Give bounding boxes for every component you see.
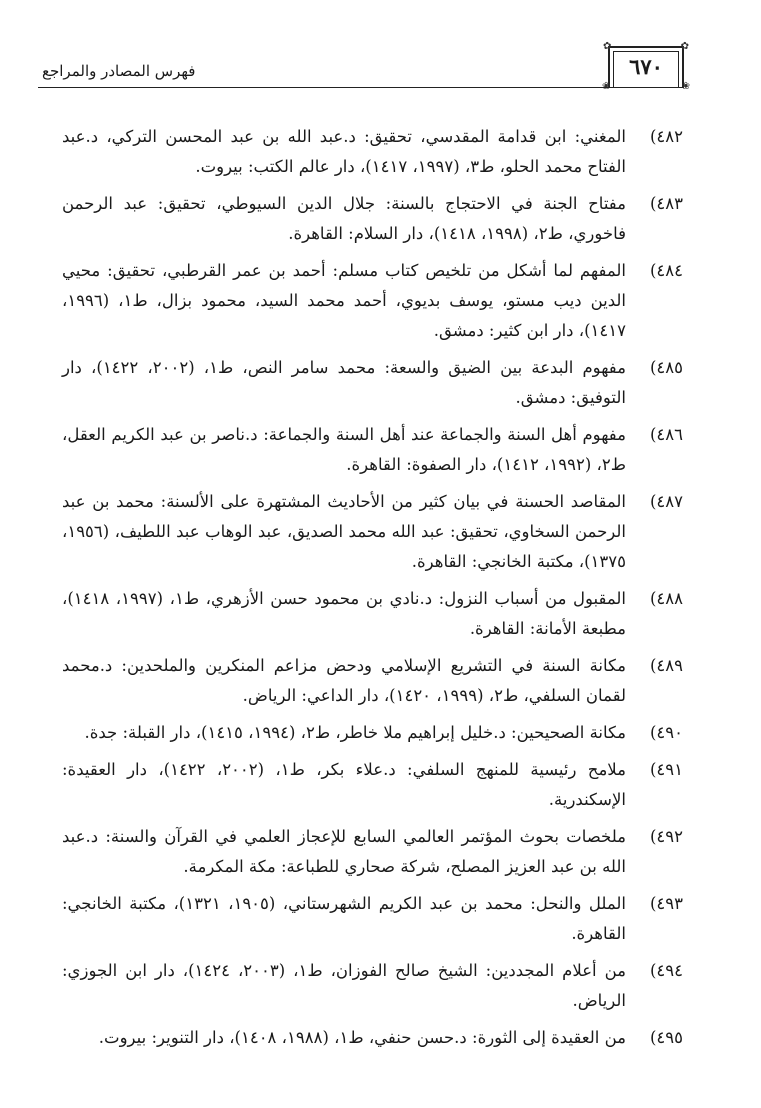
entry-text: المقاصد الحسنة في بيان كثير من الأحاديث المشتهرة على الألسنة: محمد بن عبد الرحمن السخاوي، تحقيق: عبد الله محمد الصديق، عبد الوهاب عبد اللطيف، (١٩٥٦، ١٣٧٥)، مكتبة الخانجي: القاهرة. bbox=[62, 492, 626, 571]
entry-number: ٤٩٠) bbox=[649, 723, 683, 742]
bibliography-entry bbox=[62, 956, 683, 1016]
entry-number: ٤٨٢) bbox=[649, 127, 683, 146]
running-title: فهرس المصادر والمراجع bbox=[42, 62, 196, 80]
bibliography-entry bbox=[62, 353, 683, 413]
bibliography-entry bbox=[62, 755, 683, 815]
ornament-icon: ✿ bbox=[680, 41, 689, 52]
entry-number: ٤٨٦) bbox=[649, 425, 683, 444]
entry-number: ٤٨٥) bbox=[649, 358, 683, 377]
bibliography-entry bbox=[62, 822, 683, 882]
entry-text: الملل والنحل: محمد بن عبد الكريم الشهرستاني، (١٩٠٥، ١٣٢١)، مكتبة الخانجي: القاهرة. bbox=[62, 894, 627, 943]
bibliography-entry bbox=[62, 584, 683, 644]
entry-number: ٤٨٧) bbox=[649, 492, 683, 511]
entry-text: مفهوم البدعة بين الضيق والسعة: محمد سامر النص، ط١، (٢٠٠٢، ١٤٢٢)، دار التوفيق: دمشق. bbox=[62, 358, 626, 407]
entry-text: مكانة الصحيحين: د.خليل إبراهيم ملا خاطر، ط٢، (١٩٩٤، ١٤١٥)، دار القبلة: جدة. bbox=[84, 723, 626, 742]
entry-number: ٤٨٨) bbox=[649, 589, 683, 608]
page-header bbox=[38, 41, 690, 94]
entry-text: من العقيدة إلى الثورة: د.حسن حنفي، ط١، (١٩٨٨، ١٤٠٨)، دار التنوير: بيروت. bbox=[98, 1028, 626, 1047]
entry-number: ٤٨٣) bbox=[649, 194, 683, 213]
bibliography-entry bbox=[62, 487, 683, 577]
entry-number: ٤٩٢) bbox=[649, 827, 683, 846]
header-rule bbox=[38, 87, 684, 88]
entry-number: ٤٩٤) bbox=[649, 961, 683, 980]
entry-text: مفهوم أهل السنة والجماعة عند أهل السنة والجماعة: د.ناصر بن عبد الكريم العقل، ط٢، (١٩٩٢، ١٤١٢)، دار الصفوة: القاهرة. bbox=[62, 425, 626, 474]
bibliography-entry bbox=[62, 122, 683, 182]
bibliography-entry bbox=[62, 1023, 683, 1053]
entry-number: ٤٩١) bbox=[649, 760, 683, 779]
entry-text: مفتاح الجنة في الاحتجاج بالسنة: جلال الدين السيوطي، تحقيق: عبد الرحمن فاخوري، ط٢، (١٩٩٨، ١٤١٨)، دار السلام: القاهرة. bbox=[62, 194, 626, 243]
entry-number: ٤٨٩) bbox=[649, 656, 683, 675]
entry-text: المقبول من أسباب النزول: د.نادي بن محمود حسن الأزهري، ط١، (١٩٩٧، ١٤١٨)، مطبعة الأمانة: القاهرة. bbox=[62, 589, 626, 638]
ornament-icon: ✿ bbox=[603, 41, 612, 52]
entry-text: المغني: ابن قدامة المقدسي، تحقيق: د.عبد الله بن عبد المحسن التركي، د.عبد الفتاح محمد الحلو، ط٣، (١٩٩٧، ١٤١٧)، دار عالم الكتب: بيروت. bbox=[62, 127, 626, 176]
bibliography-entry bbox=[62, 889, 683, 949]
entry-text: ملامح رئيسية للمنهج السلفي: د.علاء بكر، ط١، (٢٠٠٢، ١٤٢٢)، دار العقيدة: الإسكندرية. bbox=[62, 760, 626, 809]
entry-text: مكانة السنة في التشريع الإسلامي ودحض مزاعم المنكرين والملحدين: د.محمد لقمان السلفي، ط٢، (١٩٩٩، ١٤٢٠)، دار الداعي: الرياض. bbox=[62, 656, 626, 705]
page-number-frame bbox=[602, 41, 690, 92]
entry-number: ٤٩٥) bbox=[649, 1028, 683, 1047]
bibliography-entry bbox=[62, 420, 683, 480]
bibliography-entry bbox=[62, 651, 683, 711]
bibliography-entry bbox=[62, 256, 683, 346]
bibliography-list bbox=[62, 122, 683, 1060]
entry-number: ٤٩٣) bbox=[649, 894, 683, 913]
bibliography-entry bbox=[62, 718, 683, 748]
page-number: ٦٧٠ bbox=[629, 54, 663, 79]
entry-text: المفهم لما أشكل من تلخيص كتاب مسلم: أحمد بن عمر القرطبي، تحقيق: محيي الدين ديب مستو، يوسف بديوي، أحمد محمد السيد، محمود بزال، ط١، (١٩٩٦، ١٤١٧)، دار ابن كثير: دمشق. bbox=[62, 261, 626, 340]
ornament-icon: ❀ bbox=[602, 81, 611, 92]
ornament-icon: ❀ bbox=[681, 81, 690, 92]
bibliography-entry bbox=[62, 189, 683, 249]
entry-number: ٤٨٤) bbox=[649, 261, 683, 280]
entry-text: ملخصات بحوث المؤتمر العالمي السابع للإعجاز العلمي في القرآن والسنة: د.عبد الله بن عبد العزيز المصلح، شركة صحاري للطباعة: مكة المكرمة. bbox=[62, 827, 626, 876]
entry-text: من أعلام المجددين: الشيخ صالح الفوزان، ط١، (٢٠٠٣، ١٤٢٤)، دار ابن الجوزي: الرياض. bbox=[62, 961, 626, 1010]
